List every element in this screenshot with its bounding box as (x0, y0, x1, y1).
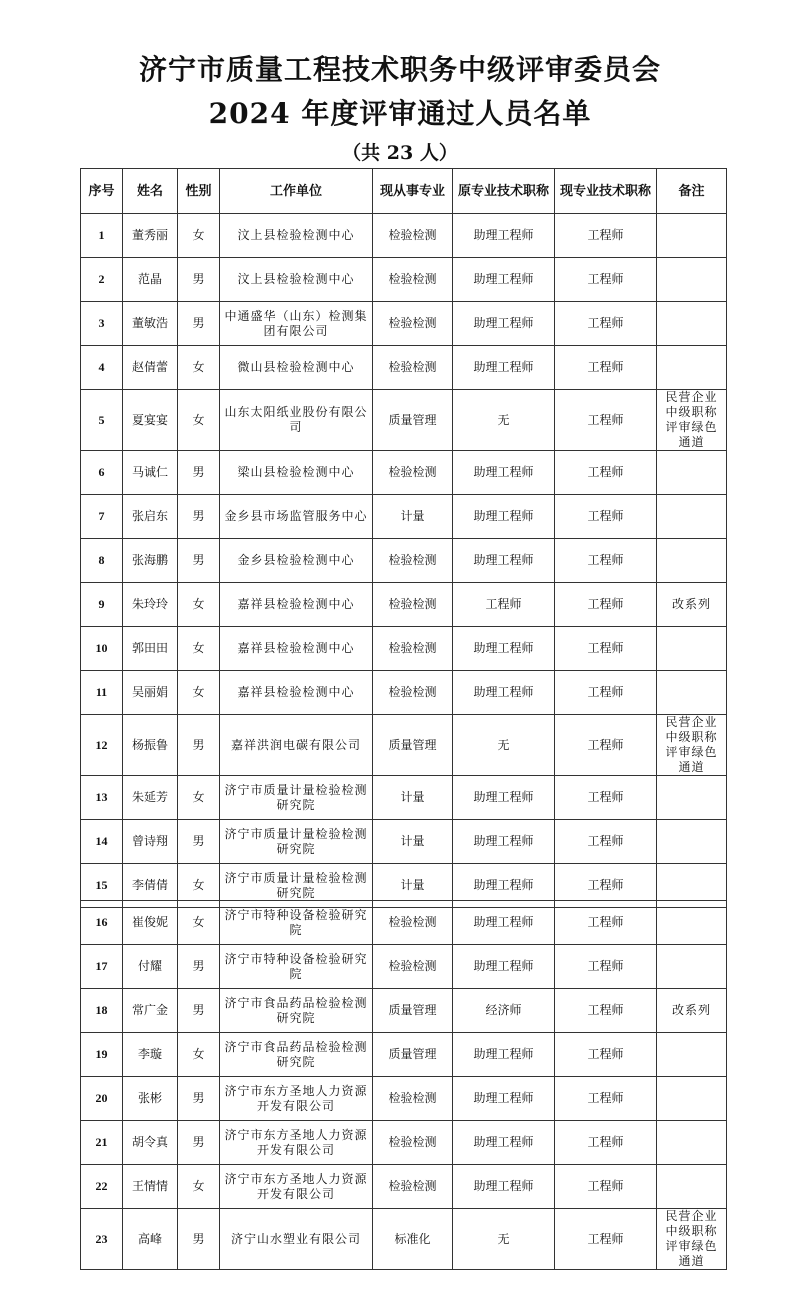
cell-old-title: 助理工程师 (453, 901, 555, 945)
cell-name: 郭田田 (123, 627, 178, 671)
cell-old-title: 助理工程师 (453, 451, 555, 495)
cell-index: 17 (81, 945, 123, 989)
cell-gender: 女 (178, 390, 220, 451)
cell-unit: 中通盛华（山东）检测集团有限公司 (220, 302, 373, 346)
cell-old-title: 助理工程师 (453, 1033, 555, 1077)
cell-index: 20 (81, 1077, 123, 1121)
cell-old-title: 助理工程师 (453, 627, 555, 671)
cell-index: 5 (81, 390, 123, 451)
cell-major: 检验检测 (373, 1121, 453, 1165)
header-gender: 性别 (178, 169, 220, 214)
cell-index: 3 (81, 302, 123, 346)
cell-new-title: 工程师 (555, 671, 657, 715)
table-row (81, 258, 727, 302)
cell-unit: 济宁市质量计量检验检测研究院 (220, 864, 373, 908)
cell-major: 质量管理 (373, 989, 453, 1033)
cell-major: 检验检测 (373, 302, 453, 346)
cell-major: 计量 (373, 864, 453, 908)
cell-old-title: 助理工程师 (453, 776, 555, 820)
cell-new-title: 工程师 (555, 495, 657, 539)
cell-old-title: 工程师 (453, 583, 555, 627)
cell-name: 朱延芳 (123, 776, 178, 820)
cell-old-title: 无 (453, 390, 555, 451)
cell-note: 民营企业中级职称评审绿色通道 (657, 390, 727, 451)
cell-index: 4 (81, 346, 123, 390)
table-row (81, 627, 727, 671)
cell-unit: 济宁市东方圣地人力资源开发有限公司 (220, 1077, 373, 1121)
cell-note (657, 1121, 727, 1165)
cell-old-title: 助理工程师 (453, 1165, 555, 1209)
cell-new-title: 工程师 (555, 901, 657, 945)
cell-old-title: 助理工程师 (453, 1121, 555, 1165)
cell-unit: 济宁市东方圣地人力资源开发有限公司 (220, 1165, 373, 1209)
cell-gender: 男 (178, 258, 220, 302)
table-row (81, 583, 727, 627)
table-row (81, 539, 727, 583)
cell-note (657, 627, 727, 671)
cell-unit: 山东太阳纸业股份有限公司 (220, 390, 373, 451)
cell-gender: 男 (178, 715, 220, 776)
cell-index: 21 (81, 1121, 123, 1165)
cell-name: 吴丽娟 (123, 671, 178, 715)
cell-unit: 嘉祥县检验检测中心 (220, 627, 373, 671)
header-old-title: 原专业技术职称 (453, 169, 555, 214)
cell-major: 检验检测 (373, 583, 453, 627)
table-row (81, 390, 727, 451)
roster-table-part2 (80, 900, 727, 1270)
cell-major: 检验检测 (373, 1165, 453, 1209)
cell-index: 15 (81, 864, 123, 908)
cell-index: 11 (81, 671, 123, 715)
cell-unit: 济宁山水塑业有限公司 (220, 1209, 373, 1270)
cell-gender: 女 (178, 901, 220, 945)
cell-unit: 微山县检验检测中心 (220, 346, 373, 390)
cell-new-title: 工程师 (555, 864, 657, 908)
cell-old-title: 助理工程师 (453, 945, 555, 989)
table-row (81, 302, 727, 346)
cell-gender: 女 (178, 214, 220, 258)
cell-note (657, 1165, 727, 1209)
cell-gender: 女 (178, 671, 220, 715)
cell-new-title: 工程师 (555, 945, 657, 989)
cell-gender: 男 (178, 495, 220, 539)
cell-old-title: 助理工程师 (453, 864, 555, 908)
header-name: 姓名 (123, 169, 178, 214)
header-unit: 工作单位 (220, 169, 373, 214)
cell-note (657, 302, 727, 346)
cell-old-title: 经济师 (453, 989, 555, 1033)
table-row (81, 451, 727, 495)
cell-unit: 济宁市特种设备检验研究院 (220, 945, 373, 989)
cell-unit: 嘉祥县检验检测中心 (220, 671, 373, 715)
cell-name: 夏宴宴 (123, 390, 178, 451)
table-row (81, 214, 727, 258)
cell-old-title: 助理工程师 (453, 258, 555, 302)
cell-index: 19 (81, 1033, 123, 1077)
cell-gender: 女 (178, 1033, 220, 1077)
cell-old-title: 助理工程师 (453, 346, 555, 390)
cell-major: 计量 (373, 820, 453, 864)
cell-unit: 梁山县检验检测中心 (220, 451, 373, 495)
cell-gender: 男 (178, 945, 220, 989)
cell-new-title: 工程师 (555, 539, 657, 583)
cell-name: 张海鹏 (123, 539, 178, 583)
cell-major: 检验检测 (373, 945, 453, 989)
cell-index: 18 (81, 989, 123, 1033)
cell-note (657, 539, 727, 583)
cell-note (657, 258, 727, 302)
cell-index: 13 (81, 776, 123, 820)
cell-new-title: 工程师 (555, 1209, 657, 1270)
cell-unit: 嘉祥洪润电碳有限公司 (220, 715, 373, 776)
cell-gender: 男 (178, 820, 220, 864)
cell-note (657, 901, 727, 945)
cell-major: 检验检测 (373, 539, 453, 583)
cell-old-title: 助理工程师 (453, 1077, 555, 1121)
header-new-title: 现专业技术职称 (555, 169, 657, 214)
cell-name: 崔俊妮 (123, 901, 178, 945)
table-row (81, 776, 727, 820)
cell-note: 改系列 (657, 989, 727, 1033)
cell-major: 质量管理 (373, 1033, 453, 1077)
cell-unit: 金乡县检验检测中心 (220, 539, 373, 583)
cell-major: 检验检测 (373, 901, 453, 945)
cell-index: 10 (81, 627, 123, 671)
cell-index: 2 (81, 258, 123, 302)
table-row (81, 715, 727, 776)
cell-name: 张彬 (123, 1077, 178, 1121)
cell-index: 6 (81, 451, 123, 495)
cell-name: 王情情 (123, 1165, 178, 1209)
cell-gender: 女 (178, 346, 220, 390)
cell-note (657, 451, 727, 495)
cell-new-title: 工程师 (555, 390, 657, 451)
header-index: 序号 (81, 169, 123, 214)
cell-name: 李璇 (123, 1033, 178, 1077)
cell-name: 曾诗翔 (123, 820, 178, 864)
table-row (81, 1165, 727, 1209)
cell-major: 检验检测 (373, 451, 453, 495)
cell-old-title: 助理工程师 (453, 671, 555, 715)
header-note: 备注 (657, 169, 727, 214)
table-row (81, 901, 727, 945)
cell-index: 16 (81, 901, 123, 945)
cell-name: 付耀 (123, 945, 178, 989)
cell-new-title: 工程师 (555, 583, 657, 627)
cell-major: 检验检测 (373, 258, 453, 302)
table-row (81, 346, 727, 390)
cell-new-title: 工程师 (555, 1165, 657, 1209)
cell-old-title: 助理工程师 (453, 539, 555, 583)
cell-index: 14 (81, 820, 123, 864)
document-subtitle-year: 2024 年度评审通过人员名单 (208, 97, 592, 130)
cell-major: 检验检测 (373, 627, 453, 671)
cell-major: 检验检测 (373, 214, 453, 258)
cell-note (657, 214, 727, 258)
cell-unit: 汶上县检验检测中心 (220, 214, 373, 258)
cell-major: 计量 (373, 776, 453, 820)
cell-gender: 男 (178, 1209, 220, 1270)
cell-unit: 金乡县市场监管服务中心 (220, 495, 373, 539)
cell-unit: 汶上县检验检测中心 (220, 258, 373, 302)
cell-note (657, 495, 727, 539)
cell-gender: 男 (178, 1077, 220, 1121)
cell-gender: 男 (178, 451, 220, 495)
cell-gender: 女 (178, 583, 220, 627)
table-row (81, 1121, 727, 1165)
cell-old-title: 助理工程师 (453, 820, 555, 864)
cell-new-title: 工程师 (555, 258, 657, 302)
cell-gender: 男 (178, 989, 220, 1033)
cell-note: 民营企业中级职称评审绿色通道 (657, 1209, 727, 1270)
cell-name: 董秀丽 (123, 214, 178, 258)
table-row (81, 820, 727, 864)
cell-major: 质量管理 (373, 715, 453, 776)
table-row (81, 945, 727, 989)
cell-index: 12 (81, 715, 123, 776)
document-title: 济宁市质量工程技术职务中级评审委员会 (138, 53, 661, 86)
cell-gender: 女 (178, 1165, 220, 1209)
cell-new-title: 工程师 (555, 214, 657, 258)
cell-gender: 男 (178, 539, 220, 583)
cell-major: 检验检测 (373, 346, 453, 390)
cell-old-title: 无 (453, 1209, 555, 1270)
table-row (81, 1077, 727, 1121)
cell-major: 质量管理 (373, 390, 453, 451)
cell-new-title: 工程师 (555, 346, 657, 390)
cell-new-title: 工程师 (555, 1077, 657, 1121)
cell-old-title: 助理工程师 (453, 495, 555, 539)
cell-index: 22 (81, 1165, 123, 1209)
cell-name: 范晶 (123, 258, 178, 302)
cell-note (657, 346, 727, 390)
cell-name: 高峰 (123, 1209, 178, 1270)
cell-new-title: 工程师 (555, 715, 657, 776)
cell-note (657, 1077, 727, 1121)
cell-new-title: 工程师 (555, 627, 657, 671)
cell-unit: 济宁市东方圣地人力资源开发有限公司 (220, 1121, 373, 1165)
cell-gender: 女 (178, 627, 220, 671)
roster-table-part1 (80, 168, 727, 908)
cell-old-title: 无 (453, 715, 555, 776)
cell-note (657, 776, 727, 820)
cell-new-title: 工程师 (555, 776, 657, 820)
cell-new-title: 工程师 (555, 302, 657, 346)
cell-unit: 济宁市食品药品检验检测研究院 (220, 989, 373, 1033)
total-count: （共 23 人） (342, 142, 458, 164)
cell-note (657, 1033, 727, 1077)
cell-index: 7 (81, 495, 123, 539)
cell-new-title: 工程师 (555, 1121, 657, 1165)
cell-note (657, 820, 727, 864)
cell-note (657, 945, 727, 989)
cell-name: 李倩倩 (123, 864, 178, 908)
cell-index: 1 (81, 214, 123, 258)
cell-gender: 男 (178, 302, 220, 346)
header-major: 现从事专业 (373, 169, 453, 214)
table-header-row (81, 169, 727, 214)
cell-new-title: 工程师 (555, 1033, 657, 1077)
cell-major: 检验检测 (373, 1077, 453, 1121)
table-row (81, 1209, 727, 1270)
cell-index: 23 (81, 1209, 123, 1270)
cell-name: 赵倩蕾 (123, 346, 178, 390)
cell-major: 检验检测 (373, 671, 453, 715)
cell-name: 张启东 (123, 495, 178, 539)
table-row (81, 1033, 727, 1077)
cell-unit: 嘉祥县检验检测中心 (220, 583, 373, 627)
cell-unit: 济宁市食品药品检验检测研究院 (220, 1033, 373, 1077)
cell-name: 杨振鲁 (123, 715, 178, 776)
cell-unit: 济宁市质量计量检验检测研究院 (220, 776, 373, 820)
cell-gender: 男 (178, 1121, 220, 1165)
cell-note: 改系列 (657, 583, 727, 627)
cell-name: 董敏浩 (123, 302, 178, 346)
cell-new-title: 工程师 (555, 820, 657, 864)
cell-name: 胡令真 (123, 1121, 178, 1165)
cell-old-title: 助理工程师 (453, 302, 555, 346)
cell-name: 马诚仁 (123, 451, 178, 495)
cell-unit: 济宁市特种设备检验研究院 (220, 901, 373, 945)
cell-note (657, 671, 727, 715)
table-row (81, 495, 727, 539)
table-row (81, 671, 727, 715)
cell-note: 民营企业中级职称评审绿色通道 (657, 715, 727, 776)
cell-name: 常广金 (123, 989, 178, 1033)
cell-gender: 女 (178, 864, 220, 908)
cell-new-title: 工程师 (555, 451, 657, 495)
cell-new-title: 工程师 (555, 989, 657, 1033)
cell-major: 标准化 (373, 1209, 453, 1270)
cell-old-title: 助理工程师 (453, 214, 555, 258)
table-row (81, 989, 727, 1033)
cell-gender: 女 (178, 776, 220, 820)
cell-name: 朱玲玲 (123, 583, 178, 627)
cell-index: 8 (81, 539, 123, 583)
cell-major: 计量 (373, 495, 453, 539)
cell-unit: 济宁市质量计量检验检测研究院 (220, 820, 373, 864)
cell-index: 9 (81, 583, 123, 627)
